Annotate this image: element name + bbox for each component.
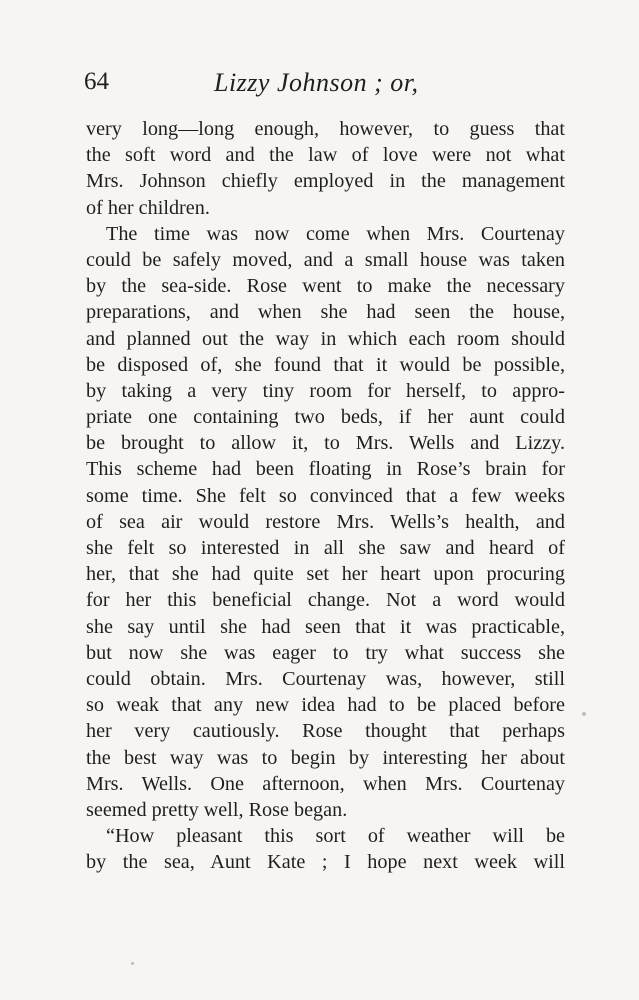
- text-line: be disposed of, she found that it would be possible,: [86, 353, 565, 376]
- text-line: the best way was to begin by interesting her about: [86, 746, 565, 769]
- page-header: [84, 68, 571, 108]
- text-line: priate one containing two beds, if her aunt could: [86, 406, 565, 429]
- text-line: she say until she had seen that it was practicable,: [86, 615, 565, 638]
- page-number: 64: [84, 68, 109, 95]
- text-line: by the sea-side. Rose went to make the necessary: [86, 275, 565, 298]
- text-line: by the sea, Aunt Kate ; I hope next week will: [86, 851, 565, 874]
- text-line: some time. She felt so convinced that a few weeks: [86, 484, 565, 507]
- text-line: her, that she had quite set her heart upon procuring: [86, 563, 565, 586]
- text-line: preparations, and when she had seen the house,: [86, 301, 565, 324]
- text-line: and planned out the way in which each room should: [86, 327, 565, 350]
- text-line: seemed pretty well, Rose began.: [86, 798, 348, 821]
- text-line: for her this beneficial change. Not a word would: [86, 589, 565, 612]
- text-line: Mrs. Wells. One afternoon, when Mrs. Courtenay: [86, 772, 565, 795]
- text-line: of her children.: [86, 196, 210, 219]
- paper-speck: [131, 962, 134, 965]
- text-line: the soft word and the law of love were not what: [86, 144, 565, 167]
- body-text: [86, 116, 565, 875]
- text-line: by taking a very tiny room for herself, to appro-: [86, 379, 565, 402]
- running-title: Lizzy Johnson ; or,: [214, 68, 419, 97]
- text-line: she felt so interested in all she saw and heard of: [86, 537, 565, 559]
- paper-speck: [582, 712, 586, 716]
- text-line: so weak that any new idea had to be placed before: [86, 694, 565, 717]
- text-line: but now she was eager to try what success she: [86, 641, 565, 664]
- text-line: “How pleasant this sort of weather will be: [106, 825, 565, 848]
- text-line: could be safely moved, and a small house was taken: [86, 248, 565, 271]
- text-line: This scheme had been floating in Rose’s brain for: [86, 458, 565, 481]
- text-line: her very cautiously. Rose thought that perhaps: [86, 720, 565, 743]
- text-line: Mrs. Johnson chiefly employed in the management: [86, 170, 565, 193]
- text-line: could obtain. Mrs. Courtenay was, however, still: [86, 667, 565, 690]
- text-line: very long—long enough, however, to guess that: [86, 118, 565, 140]
- text-line: be brought to allow it, to Mrs. Wells and Lizzy.: [86, 432, 565, 455]
- text-line: of sea air would restore Mrs. Wells’s health, and: [86, 510, 565, 533]
- text-line: The time was now come when Mrs. Courtenay: [106, 222, 565, 245]
